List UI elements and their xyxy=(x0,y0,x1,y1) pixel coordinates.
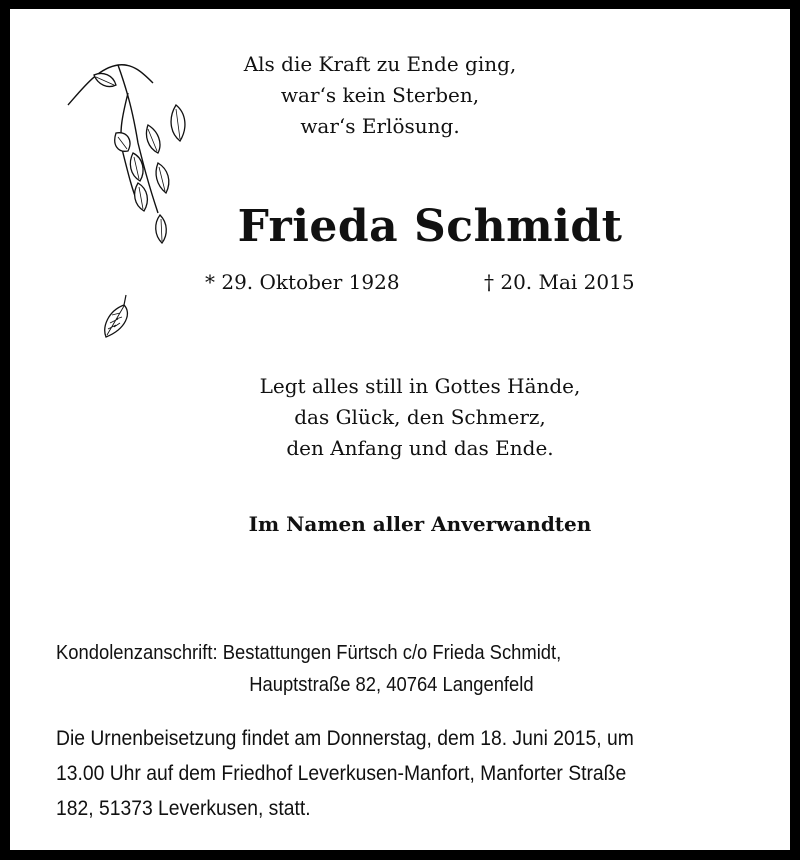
verse-line: war‘s Erlösung. xyxy=(300,114,460,138)
burial-line: 13.00 Uhr auf dem Friedhof Leverkusen-Manfort, Manforter Straße xyxy=(56,762,627,785)
verse-line: den Anfang und das Ende. xyxy=(286,436,554,460)
burial-info xyxy=(56,721,755,826)
burial-line: 182, 51373 Leverkusen, statt. xyxy=(56,797,311,820)
signoff: Im Namen aller Anverwandten xyxy=(248,512,592,536)
verse-line: Als die Kraft zu Ende ging, xyxy=(243,52,517,76)
condolence-address xyxy=(56,637,561,701)
opening-verse xyxy=(190,49,570,142)
verse-line: das Glück, den Schmerz, xyxy=(294,405,546,429)
burial-line: Die Urnenbeisetzung findet am Donnerstag, dem 18. Juni 2015, um xyxy=(56,727,634,750)
death-date: † 20. Mai 2015 xyxy=(484,270,635,294)
condolence-line-2: Hauptstraße 82, 40764 Langenfeld xyxy=(249,674,534,696)
obituary-notice xyxy=(10,9,790,850)
condolence-label: Kondolenzanschrift: xyxy=(56,642,218,664)
closing-verse xyxy=(190,371,650,464)
verse-line: Legt alles still in Gottes Hände, xyxy=(259,374,581,398)
falling-leaf-icon xyxy=(98,293,138,343)
condolence-line-1: Bestattungen Fürtsch c/o Frieda Schmidt, xyxy=(222,642,562,664)
verse-line: war‘s kein Sterben, xyxy=(280,83,480,107)
deceased-name: Frieda Schmidt xyxy=(237,201,623,252)
birth-date: * 29. Oktober 1928 xyxy=(205,270,400,294)
